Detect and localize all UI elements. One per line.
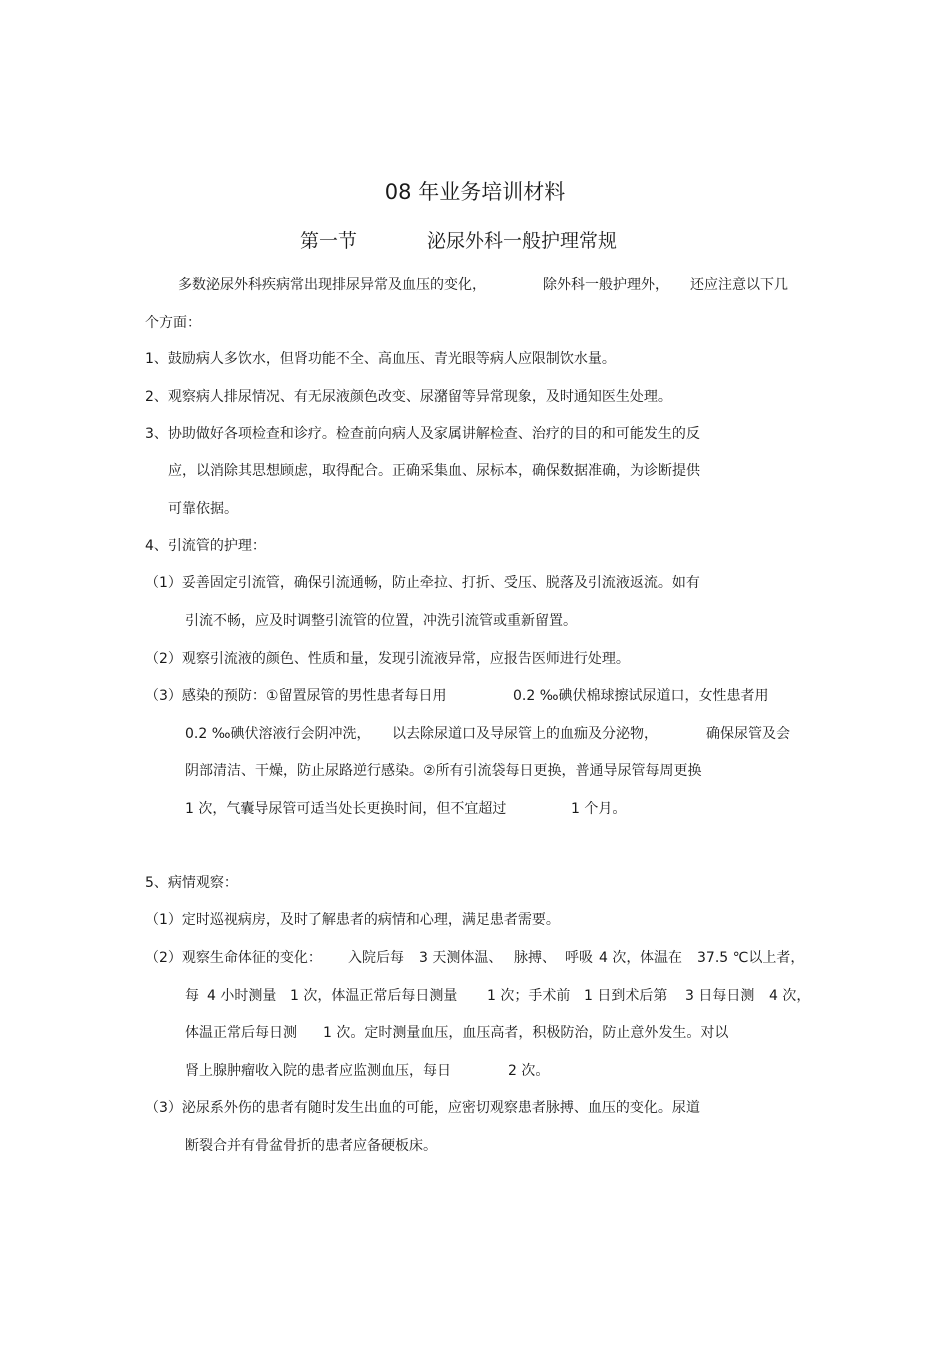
section-title: 泌尿外科一般护理常规 <box>427 230 618 252</box>
item-5-2-line-4a: 肾上腺肿瘤收入院的患者应监测血压，每日 <box>185 1063 451 1079</box>
item-3-line-3: 可靠依据。 <box>168 501 238 517</box>
item-5-2-line-2g: 4 次， <box>769 988 811 1004</box>
section-number: 第一节 <box>300 230 358 252</box>
item-4: 4、引流管的护理： <box>145 538 266 554</box>
item-1: 1、鼓励病人多饮水，但肾功能不全、高血压、青光眼等病人应限制饮水量。 <box>145 351 616 367</box>
intro-line-2: 个方面： <box>145 315 201 331</box>
item-5-2-line-3a: 体温正常后每日测 <box>185 1025 297 1041</box>
item-5-2-line-4b: 2 次。 <box>508 1063 550 1079</box>
item-4-3-line-2b: 以去除尿道口及导尿管上的血痂及分泌物， <box>392 726 658 742</box>
item-3-line-1: 3、协助做好各项检查和诊疗。检查前向病人及家属讲解检查、治疗的目的和可能发生的反 <box>145 426 700 442</box>
item-5-2-line-1g: 体温在 <box>640 950 682 966</box>
item-5-3-line-2: 断裂合并有骨盆骨折的患者应备硬板床。 <box>185 1138 437 1154</box>
item-4-3-line-3: 阴部清洁、干燥，防止尿路逆行感染。②所有引流袋每日更换，普通导尿管每周更换 <box>185 763 702 779</box>
item-4-3-line-4a: 1 次，气囊导尿管可适当处长更换时间，但不宜超过 <box>185 801 507 817</box>
item-5-2-line-2c: 1 次，体温正常后每日测量 <box>290 988 458 1004</box>
intro-line-1: 多数泌尿外科疾病常出现排尿异常及血压的变化， <box>178 277 486 293</box>
item-5-2-line-2d: 1 次；手术前 <box>487 988 571 1004</box>
item-4-3-line-2a: 0.2 ‰碘伏溶液行会阴冲洗， <box>185 726 371 742</box>
item-5-2-line-2b: 4 小时测量 <box>207 988 277 1004</box>
item-5-2-line-1f: 4 次， <box>599 950 641 966</box>
item-3-line-2: 应，以消除其思想顾虑，取得配合。正确采集血、尿标本，确保数据准确，为诊断提供 <box>168 463 700 479</box>
item-4-1-line-1: （1）妥善固定引流管，确保引流通畅，防止牵拉、打折、受压、脱落及引流液返流。如有 <box>145 575 700 591</box>
item-5-3-line-1: （3）泌尿系外伤的患者有随时发生出血的可能，应密切观察患者脉搏、血压的变化。尿道 <box>145 1100 700 1116</box>
item-5-2-line-1h: 37.5 ℃以上者， <box>697 950 805 966</box>
item-5-1: （1）定时巡视病房，及时了解患者的病情和心理，满足患者需要。 <box>145 912 560 928</box>
intro-line-1b: 除外科一般护理外， <box>543 277 669 293</box>
item-5-2-line-2e: 1 日到术后第 <box>584 988 668 1004</box>
item-4-3-line-4b: 1 个月。 <box>571 801 627 817</box>
item-5-2-line-1a: （2）观察生命体征的变化： <box>145 950 322 966</box>
item-5-2-line-1d: 脉搏、 <box>514 950 556 966</box>
item-4-3-line-1b: 0.2 ‰碘伏棉球擦试尿道口，女性患者用 <box>513 688 769 704</box>
item-5-2-line-2a: 每 <box>185 988 199 1004</box>
item-5-2-line-2f: 3 日每日测 <box>685 988 755 1004</box>
item-5: 5、病情观察： <box>145 875 238 891</box>
item-5-2-line-1c: 3 天测体温、 <box>419 950 503 966</box>
item-4-3-line-2c: 确保尿管及会 <box>706 726 790 742</box>
item-2: 2、观察病人排尿情况、有无尿液颜色改变、尿潴留等异常现象，及时通知医生处理。 <box>145 389 672 405</box>
item-5-2-line-1e: 呼吸 <box>565 950 593 966</box>
item-5-2-line-3b: 1 次。定时测量血压，血压高者，积极防治，防止意外发生。对以 <box>323 1025 729 1041</box>
intro-line-1c: 还应注意以下几 <box>690 277 788 293</box>
item-4-1-line-2: 引流不畅，应及时调整引流管的位置，冲洗引流管或重新留置。 <box>185 613 577 629</box>
item-4-2: （2）观察引流液的颜色、性质和量，发现引流液异常，应报告医师进行处理。 <box>145 651 630 667</box>
item-4-3-line-1a: （3）感染的预防：①留置尿管的男性患者每日用 <box>145 688 447 704</box>
document-title: 08 年业务培训材料 <box>384 180 566 204</box>
item-5-2-line-1b: 入院后每 <box>348 950 404 966</box>
section-heading <box>300 228 617 254</box>
